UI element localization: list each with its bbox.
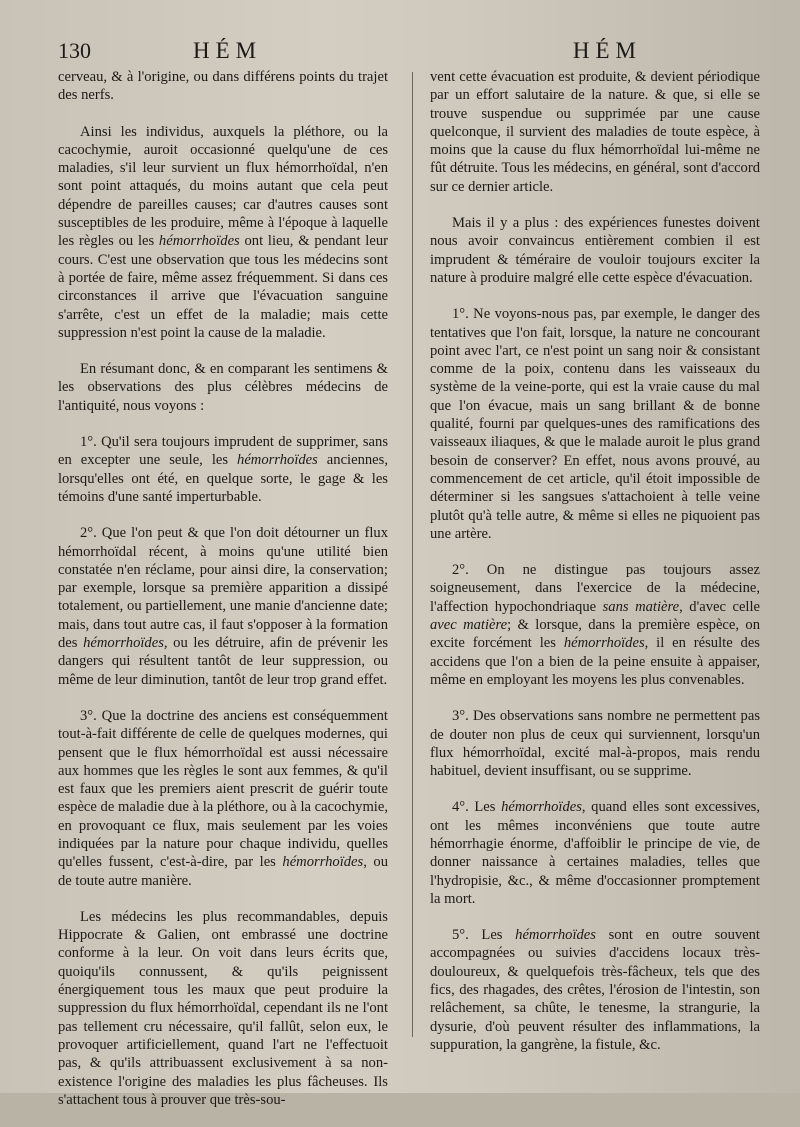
paragraph: Mais il y a plus : des expériences funestes doivent nous avoir convaincus entièrement combien il est imprudent & téméraire de vouloir toujours exciter la nature à produire malgré elle cette espèce d'évacuation. [430, 215, 760, 286]
paragraph: cerveau, & à l'origine, ou dans différens points du trajet des nerfs. [58, 69, 388, 104]
paragraph: 5°. Les hémorrhoïdes sont en outre souvent accompagnées ou suivies d'accidens locaux très-douloureux, & quelquefois très-fâcheux, tels que des fics, des rhagades, des crêtes, l'érosion de l'intestin, son relâchement, sa chûte, le tenesme, la strangurie, la dysurie, d'où peuvent résulter des inflammations, la suppuration, la gangrène, la fistule, &c. [430, 927, 760, 1053]
column-divider [412, 72, 413, 1037]
right-column [430, 68, 760, 1072]
paragraph: 1°. Qu'il sera toujours imprudent de supprimer, sans en excepter une seule, les hémorrhoïdes anciennes, lorsqu'elles ont été, en quelque sorte, le gage & les témoins d'une santé imperturbable. [58, 434, 388, 505]
page-header [58, 38, 742, 66]
paragraph: En résumant donc, & en comparant les sentimens & les observations des plus célèbres médecins de l'antiquité, nous voyons : [58, 361, 388, 414]
paragraph: vent cette évacuation est produite, & devient périodique par un effort salutaire de la nature. & que, si elle se trouve suspendue ou supprimée par une cause quelconque, il survient des maladies de toute espèce, à moins que la cause du flux hémorrhoïdal lui-même ne fût détruite. Tous les médecins, en général, sont d'accord sur ce dernier article. [430, 69, 760, 195]
paragraph: 4°. Les hémorrhoïdes, quand elles sont excessives, ont les mêmes inconvéniens que toute autre hémorrhagie énorme, d'affoiblir le principe de vie, de donner naissance à certaines maladies, telles que l'hydropisie, &c., & même d'occasionner promptement la mort. [430, 799, 760, 907]
paragraph: 3°. Que la doctrine des anciens est conséquemment tout-à-fait différente de celle de quelques modernes, qui pensent que le flux hémorrhoïdal est aussi nécessaire aux hommes que les règles le sont aux femmes, & qu'il est faux que les premiers aient prescrit de guérir toute espèce de maladie due à la pléthore, ou à la cacochymie, en provoquant ce flux, mais seulement par les voies indiquées par la nature pour chaque individu, quelles qu'elles fussent, c'est-à-dire, par les hémorrhoïdes, ou de toute autre manière. [58, 707, 389, 889]
paragraph: Ainsi les individus, auxquels la pléthore, ou la cacochymie, auroit occasionné quelqu'une de ces maladies, s'il leur survient un flux hémorrhoïdal, n'en sont point attaqués, du moins autant que cela peut dépendre de pareilles causes; car d'autres causes sont susceptibles de les produire, même à l'époque à laquelle les règles ou les hémorrhoïdes ont lieu, & pendant leur cours. C'est une observation que tous les médecins sont à portée de faire, même assez fréquemment. Si dans ces circonstances il arrive que l'évacuation sanguine s'arrête, c'est un effet de la maladie; mais cette suppression n'est point la cause de la maladie. [58, 123, 388, 341]
paragraph: 3°. Des observations sans nombre ne permettent pas de douter non plus de ceux qui surviennent, lorsqu'un flux hémorrhoïdal, excité mal-à-propos, mais rendu habituel, devient insuffisant, ou se supprime. [430, 708, 760, 780]
paragraph: 2°. Que l'on peut & que l'on doit détourner un flux hémorrhoïdal récent, à moins qu'une utilité bien constatée n'en réclame, pour ainsi dire, la conservation; par exemple, lorsque sa première apparition a dissipé totalement, ou partiellement, une manie d'ancienne date; mais, dans tout autre cas, il faut s'opposer à la formation des hémorrhoïdes, ou les détruire, afin de prévenir les dangers qui résultent tantôt de leur suppression, ou même de leur diminution, tantôt de leur trop grand effet. [58, 525, 388, 688]
paragraph: 1°. Ne voyons-nous pas, par exemple, le danger des tentatives que l'on fait, lorsque, la nature ne concourant point avec l'art, ce n'est point un sang noir & consistant comme de la poix, contenu dans les vaisseaux du système de la veine-porte, qui est la vraie cause du mal que l'on évacue, mais un sang brillant & de bonne qualité, fourni par quelques-unes des ramifications des vaisseaux iliaques, & que le malade auroit le plus grand besoin de conserver? En effet, nous avons prouvé, au commencement de cet article, qu'il étoit impossible de déterminer si les sangsues s'attachoient à telle veine plutôt qu'à telle autre, & même si elles ne piquoient pas une artère. [430, 306, 760, 542]
page-number: 130 [58, 38, 91, 63]
left-column [58, 68, 388, 1127]
paragraph: Les médecins les plus recommandables, depuis Hippocrate & Galien, ont embrassé une doctrine conforme à la leur. On voit dans leurs écrits que, quoiqu'ils connussent, & qu'ils peignissent énergiquement tous les maux que peut produire la suppression du flux hémorrhoïdal, cependant ils ne l'ont pas tellement cru nécessaire, qu'il fallût, selon eux, le provoquer artificiellement, quand l'art ne l'effectuoit pas, & qu'ils attribuassent exclusivement à sa non-existence l'origine des maladies les plus fâcheuses. Ils s'attachent tous à prouver que très-sou- [58, 908, 388, 1108]
paragraph: 2°. On ne distingue pas toujours assez soigneusement, dans l'exercice de la médecine, l'affection hypochondriaque sans matière, d'avec celle avec matière; & lorsque, dans la première espèce, on excite forcément les hémorrhoïdes, il en résulte des accidens que l'on a bien de la peine ensuite à appaiser, même en employant les moyens les plus convenables. [430, 562, 761, 688]
running-head-right: HÉM [572, 38, 642, 63]
running-head-left: HÉM [193, 38, 263, 63]
